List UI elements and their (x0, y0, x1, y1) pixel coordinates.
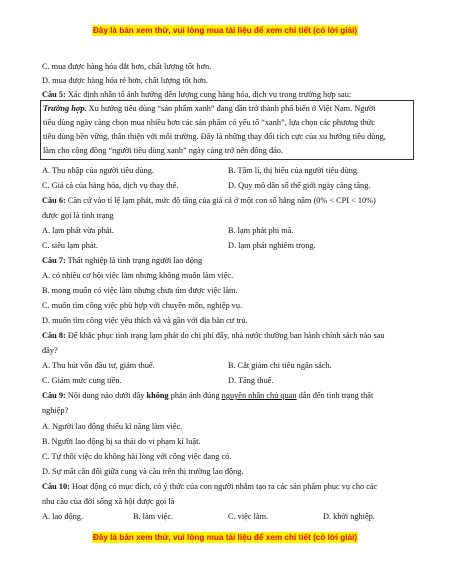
q7-option-d: D. muốn tìm công việc yêu thích và và gần với địa bàn cư trú. (42, 316, 248, 325)
q7-option-a: A. có nhiều cơ hội việc làm nhưng không muốn làm việc. (42, 271, 234, 280)
q5-option-d: D. Quy mô dân số thế giới ngày càng tăng. (228, 181, 371, 190)
q9-option-c: C. Tự thôi việc do không hài lòng với công việc đang có. (42, 452, 232, 461)
case-line-1: Trường hợp. Xu hướng tiêu dùng “sản phẩm xanh” đang dần trở thành phổ biến ở Việt Nam. Người (43, 104, 376, 113)
q10-option-c: C. việc làm. (228, 512, 269, 521)
q7-option-c: C. muốn tìm công việc phù hợp với chuyên môn, nghiệp vụ. (42, 301, 243, 310)
q10-option-a: A. lao động. (42, 512, 84, 521)
q8-option-d: D. Tăng thuế. (228, 376, 274, 385)
question-10: Câu 10: Hoạt động có mục đích, có ý thức của con người nhằm tạo ra các sản phẩm phục vụ cho các (42, 482, 378, 491)
q7-option-b: B. mong muốn có việc làm nhưng chưa tìm được việc làm. (42, 286, 238, 295)
q9-option-d: D. Sự mất cân đối giữa cung và cầu trên thị trường lao động. (42, 467, 244, 476)
q6-option-a: A. lạm phát vừa phải. (42, 226, 114, 235)
preview-banner-top: Đây là bản xem thử, vui lòng mua tài liệu để xem chi tiết (có lời giải) (92, 26, 358, 35)
question-8: Câu 8: Để khắc phục tình trạng lạm phát do chi phí đẩy, nhà nước thường ban hành chính sách nào sau (42, 331, 385, 340)
question-10-cont: nhu cầu của đời sống xã hội được gọi là (42, 497, 175, 506)
q10-option-b: B. làm việc. (133, 512, 174, 521)
q5-option-c: C. Giá cả của hàng hóa, dịch vụ thay thế. (42, 181, 179, 190)
question-6-cont: được gọi là tình trạng (42, 211, 114, 220)
q6-option-d: D. lạm phát nghiêm trọng. (228, 241, 316, 250)
q6-option-c: C. siêu lạm phát. (42, 241, 98, 250)
q5-option-b: B. Tâm lí, thị hiếu của người tiêu dùng. (228, 166, 360, 175)
case-line-4: làm cho cộng đồng “người tiêu dùng xanh” ngày càng trở nên đông đảo. (43, 146, 283, 155)
q6-option-b: B. lạm phát phi mã. (228, 226, 294, 235)
q10-option-d: D. khởi nghiệp. (323, 512, 375, 521)
q9-option-b: B. Người lao động bị sa thải do vi phạm kỉ luật. (42, 437, 201, 446)
case-line-2: tiêu dùng ngày càng chọn mua nhiều hơn các sản phẩm có yếu tố “xanh”, lựa chọn các phương thức (43, 118, 375, 127)
question-6: Câu 6: Căn cứ vào tỉ lệ lạm phát, mức độ tăng của giá cả ở một con số hằng năm (0% < CPI < 10%) (42, 196, 376, 205)
question-9: Câu 9: Nội dung nào dưới đây không phản ánh đúng nguyên nhân chủ quan dẫn đến tình trạng thất (42, 391, 374, 400)
q9-option-a: A. Người lao động thiếu kĩ năng làm việc. (42, 422, 183, 431)
option-d: D. mua được hàng hóa rẻ hơn, chất lượng tốt hơn. (42, 76, 208, 85)
question-5: Câu 5: Xác định nhân tố ảnh hưởng đến lượng cung hàng hóa, dịch vụ trong trường hợp sau: (42, 90, 352, 99)
question-9-cont: nghiệp? (42, 406, 69, 415)
preview-banner-bottom: Đây là bản xem thử, vui lòng mua tài liệu để xem chi tiết (có lời giải) (92, 533, 358, 542)
question-7: Câu 7: Thất nghiệp là tình trạng người lao động (42, 256, 203, 265)
question-8-cont: đây? (42, 346, 58, 355)
q8-option-b: B. Cắt giảm chi tiêu ngân sách. (228, 361, 332, 370)
case-line-3: tiêu dùng bền vững, thân thiện với môi trường. Đây là những thay đổi tích cực của xu hướng tiêu dùng, (43, 132, 386, 141)
q8-option-c: C. Giảm mức cung tiền. (42, 376, 122, 385)
option-c: C. mua được hàng hóa đắt hơn, chất lượng tốt hơn. (42, 62, 212, 71)
q5-option-a: A. Thu nhập của người tiêu dùng. (42, 166, 154, 175)
q8-option-a: A. Thu hút vốn đầu tư, giảm thuế. (42, 361, 155, 370)
